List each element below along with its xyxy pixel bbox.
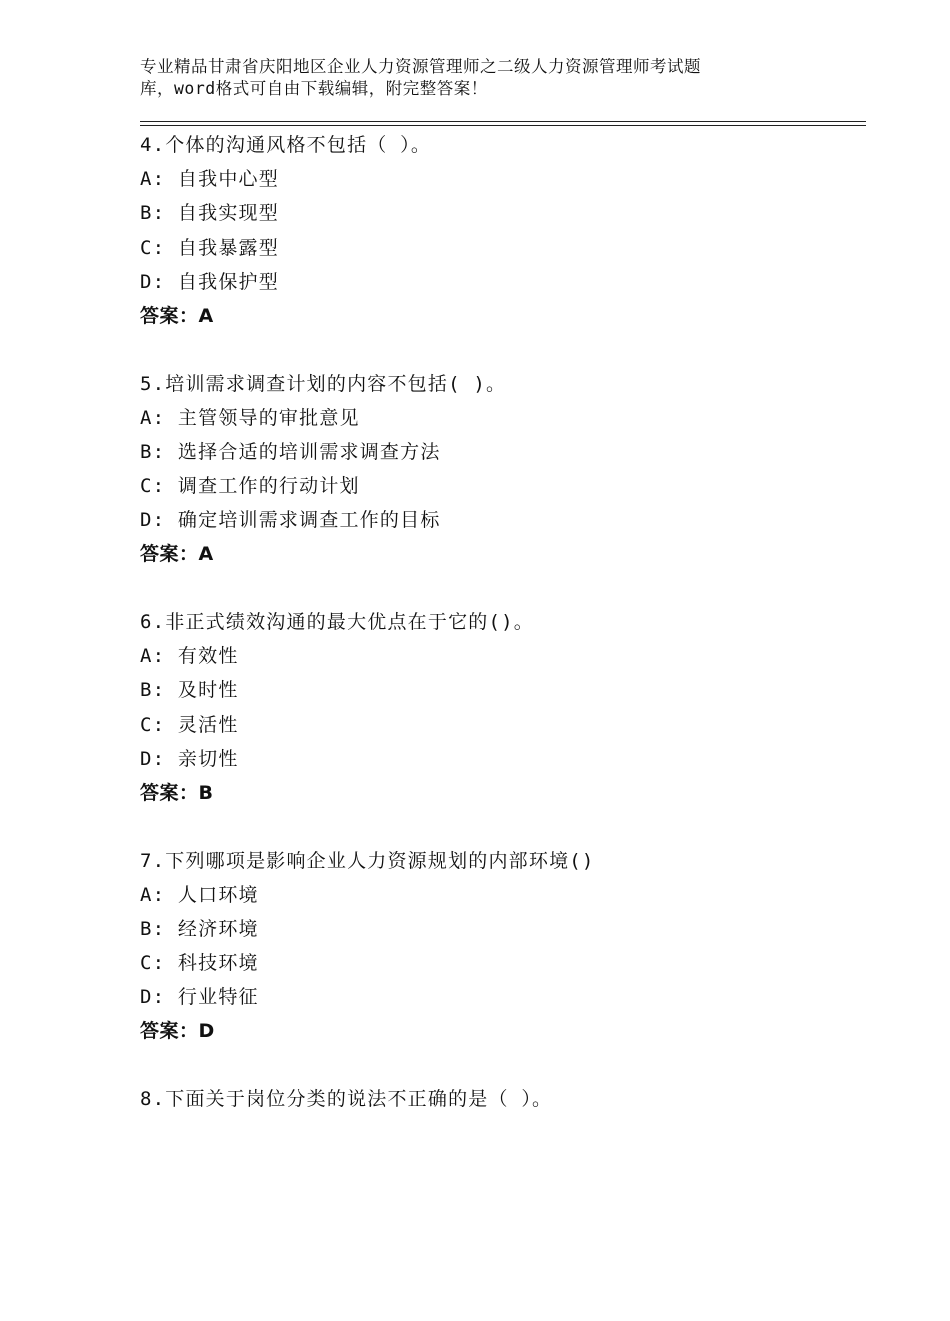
option-c: C: 科技环境 (140, 952, 259, 975)
header-divider-top (140, 121, 866, 122)
header-line-1: 专业精品甘肃省庆阳地区企业人力资源管理师之二级人力资源管理师考试题 (140, 57, 701, 76)
option-b: B: 及时性 (140, 679, 239, 702)
question-stem: 4.个体的沟通风格不包括（ ）。 (140, 134, 432, 156)
question-4 (140, 128, 866, 367)
option-a: A: 人口环境 (140, 883, 259, 906)
option-d: D: 亲切性 (140, 747, 239, 770)
option-c: C: 灵活性 (140, 713, 239, 736)
question-stem: 8.下面关于岗位分类的说法不正确的是（ ）。 (140, 1088, 553, 1110)
option-a: A: 主管领导的审批意见 (140, 406, 360, 429)
option-d: D: 确定培训需求调查工作的目标 (140, 509, 441, 532)
header-divider-bottom (140, 125, 866, 126)
question-stem: 7.下列哪项是影响企业人力资源规划的内部环境() (140, 849, 595, 872)
option-c: C: 调查工作的行动计划 (140, 475, 360, 498)
answer-label: 答案：B (140, 781, 214, 804)
option-b: B: 经济环境 (140, 917, 259, 940)
option-d: D: 行业特征 (140, 986, 259, 1009)
option-a: A: 自我中心型 (140, 168, 279, 191)
answer-label: 答案：D (140, 1020, 215, 1043)
option-d: D: 自我保护型 (140, 270, 279, 293)
option-b: B: 自我实现型 (140, 202, 279, 225)
option-a: A: 有效性 (140, 645, 239, 668)
answer-label: 答案：A (140, 543, 214, 566)
question-stem: 6.非正式绩效沟通的最大优点在于它的()。 (140, 611, 534, 633)
question-6 (140, 605, 866, 844)
document-header (140, 56, 780, 100)
question-list (140, 128, 866, 1321)
option-b: B: 选择合适的培训需求调查方法 (140, 440, 441, 463)
header-line-2: 库，word格式可自由下载编辑，附完整答案！ (140, 79, 488, 98)
option-c: C: 自我暴露型 (140, 236, 279, 259)
question-stem: 5.培训需求调查计划的内容不包括( )。 (140, 372, 507, 395)
question-5 (140, 367, 866, 606)
question-8 (140, 1082, 866, 1321)
question-7 (140, 844, 866, 1083)
answer-label: 答案：A (140, 304, 214, 327)
